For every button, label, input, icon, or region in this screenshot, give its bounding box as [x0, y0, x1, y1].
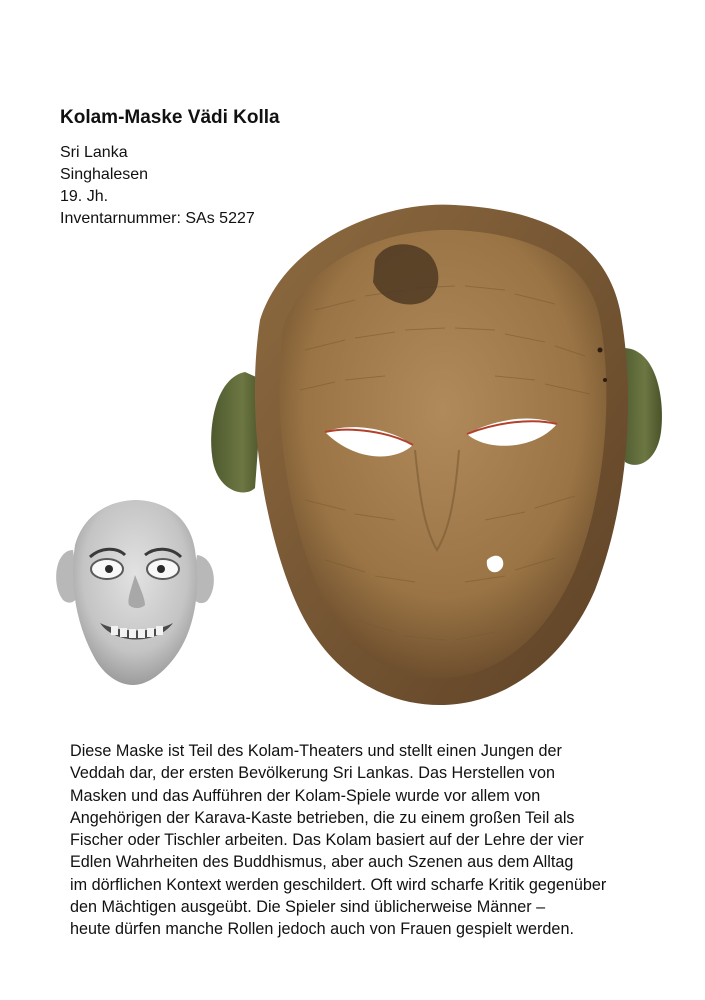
description-line: Diese Maske ist Teil des Kolam-Theaters und stellt einen Jungen der — [70, 742, 562, 760]
description-line: Veddah dar, der ersten Bevölkerung Sri Lankas. Das Herstellen von — [70, 764, 556, 783]
mask-back-photo — [205, 200, 675, 715]
meta-origin: Sri Lanka — [60, 144, 128, 161]
description-line: Angehörigen der Karava-Kaste betrieben, die zu einem großen Teil als — [70, 808, 575, 827]
description-line: heute dürfen manche Rollen jedoch auch von Frauen gespielt werden. — [70, 920, 574, 939]
description-line: Edlen Wahrheiten des Buddhismus, aber auch Szenen aus dem Alltag — [70, 853, 574, 872]
description-line: im dörflichen Kontext werden geschildert. Oft wird scharfe Kritik gegenüber — [70, 875, 607, 894]
description-line: Masken und das Aufführen der Kolam-Spiele wurde vor allem von — [70, 786, 541, 805]
meta-inventory-number: Inventarnummer: SAs 5227 — [60, 210, 255, 227]
description-line: den Mächtigen ausgeübt. Die Spieler sind üblicherweise Männer – — [70, 898, 546, 917]
description-line: Fischer oder Tischler arbeiten. Das Kolam basiert auf der Lehre der vier — [70, 831, 584, 850]
mask-front-photo — [45, 495, 225, 695]
description-text — [70, 740, 670, 941]
meta-date: 19. Jh. — [60, 188, 109, 205]
object-title: Kolam-Maske Vädi Kolla — [60, 107, 280, 128]
meta-people: Singhalesen — [60, 166, 149, 183]
